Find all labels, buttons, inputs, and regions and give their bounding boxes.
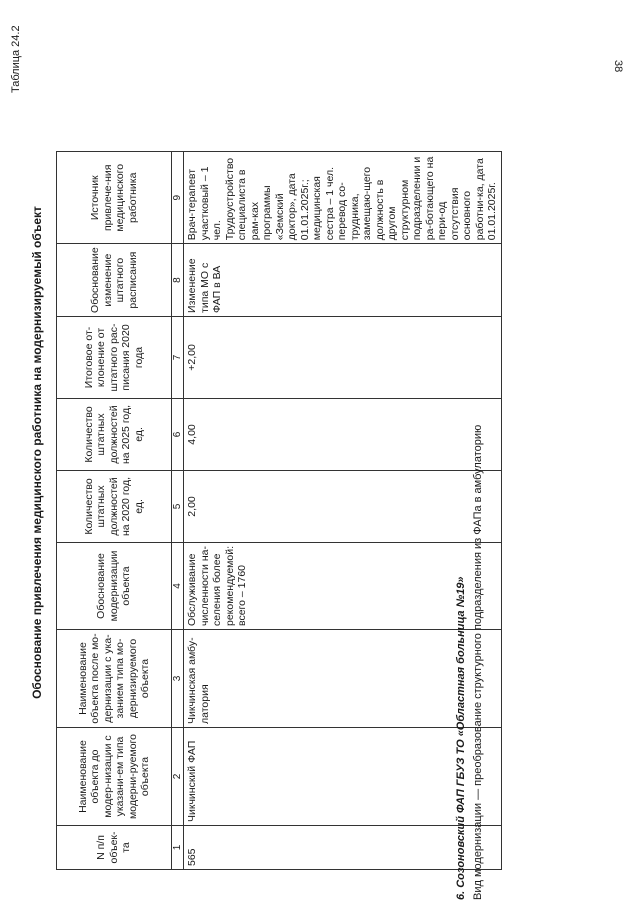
section-subtitle: Вид модернизации — преобразование структурного подразделения из ФАПа в амбулаторию bbox=[472, 424, 484, 900]
cell-object-number: 565 bbox=[184, 826, 502, 870]
column-number: 6 bbox=[172, 398, 184, 470]
header-cell: Обоснование изменение штатного расписания bbox=[57, 244, 172, 317]
cell-deviation: +2,00 bbox=[184, 316, 502, 398]
column-number: 7 bbox=[172, 316, 184, 398]
cell-object-after: Чикчинская амбу-латория bbox=[184, 630, 502, 728]
header-cell: Источник привлече-ния медицинского работника bbox=[57, 152, 172, 244]
cell-count-2025: 4,00 bbox=[184, 398, 502, 470]
header-cell: N п/п объек-та bbox=[57, 826, 172, 870]
section-heading: 6. Созоновский ФАП ГБУЗ ТО «Областная больница №19» bbox=[455, 576, 467, 900]
column-number: 1 bbox=[172, 826, 184, 870]
document-title: Обоснование привлечения медицинского работника на модернизируемый объект bbox=[30, 206, 44, 699]
cell-object-before: Чикчинский ФАП bbox=[184, 728, 502, 826]
column-number: 4 bbox=[172, 542, 184, 629]
table-header-row bbox=[57, 152, 172, 870]
page-number: 38 bbox=[612, 60, 624, 73]
column-number: 9 bbox=[172, 152, 184, 244]
cell-count-2020: 2,00 bbox=[184, 470, 502, 542]
header-cell: Наименование объекта после мо-дернизации с ука-занием типа мо-дернизируемого объекта bbox=[57, 630, 172, 728]
column-number: 2 bbox=[172, 728, 184, 826]
cell-change-reason: Изменение типа МО с ФАП в ВА bbox=[184, 244, 502, 317]
column-number: 5 bbox=[172, 470, 184, 542]
header-cell: Наименование объекта до модер-низации с указани-ем типа модерни-руемого объекта bbox=[57, 728, 172, 826]
header-cell: Итоговое от-клонение от штатного рас-писания 2020 года bbox=[57, 316, 172, 398]
table-label: Таблица 24.2 bbox=[10, 25, 22, 93]
header-cell: Количество штатных должностей на 2020 год, ед. bbox=[57, 470, 172, 542]
justification-table bbox=[56, 151, 502, 870]
table-row bbox=[184, 152, 502, 870]
column-number-row bbox=[172, 152, 184, 870]
header-cell: Обоснование модернизации объекта bbox=[57, 542, 172, 629]
column-number: 3 bbox=[172, 630, 184, 728]
column-number: 8 bbox=[172, 244, 184, 317]
cell-source: Врач-терапевт участковый – 1 чел. Трудоустройство специалиста в рам-ках программы «Земский доктор», дата 01.01.2025г.; медицинская сестра – 1 чел. перевод со-трудника, замещаю-щего должность в другом структурном подразделении и ра-ботающего на пери-од отсутствия основного работни-ка, дата 01.01.2025г. bbox=[184, 152, 502, 244]
header-cell: Количество штатных должностей на 2025 год, ед. bbox=[57, 398, 172, 470]
cell-reason: Обслуживание численности на-селения более рекомендуемой: всего – 1760 bbox=[184, 542, 502, 629]
